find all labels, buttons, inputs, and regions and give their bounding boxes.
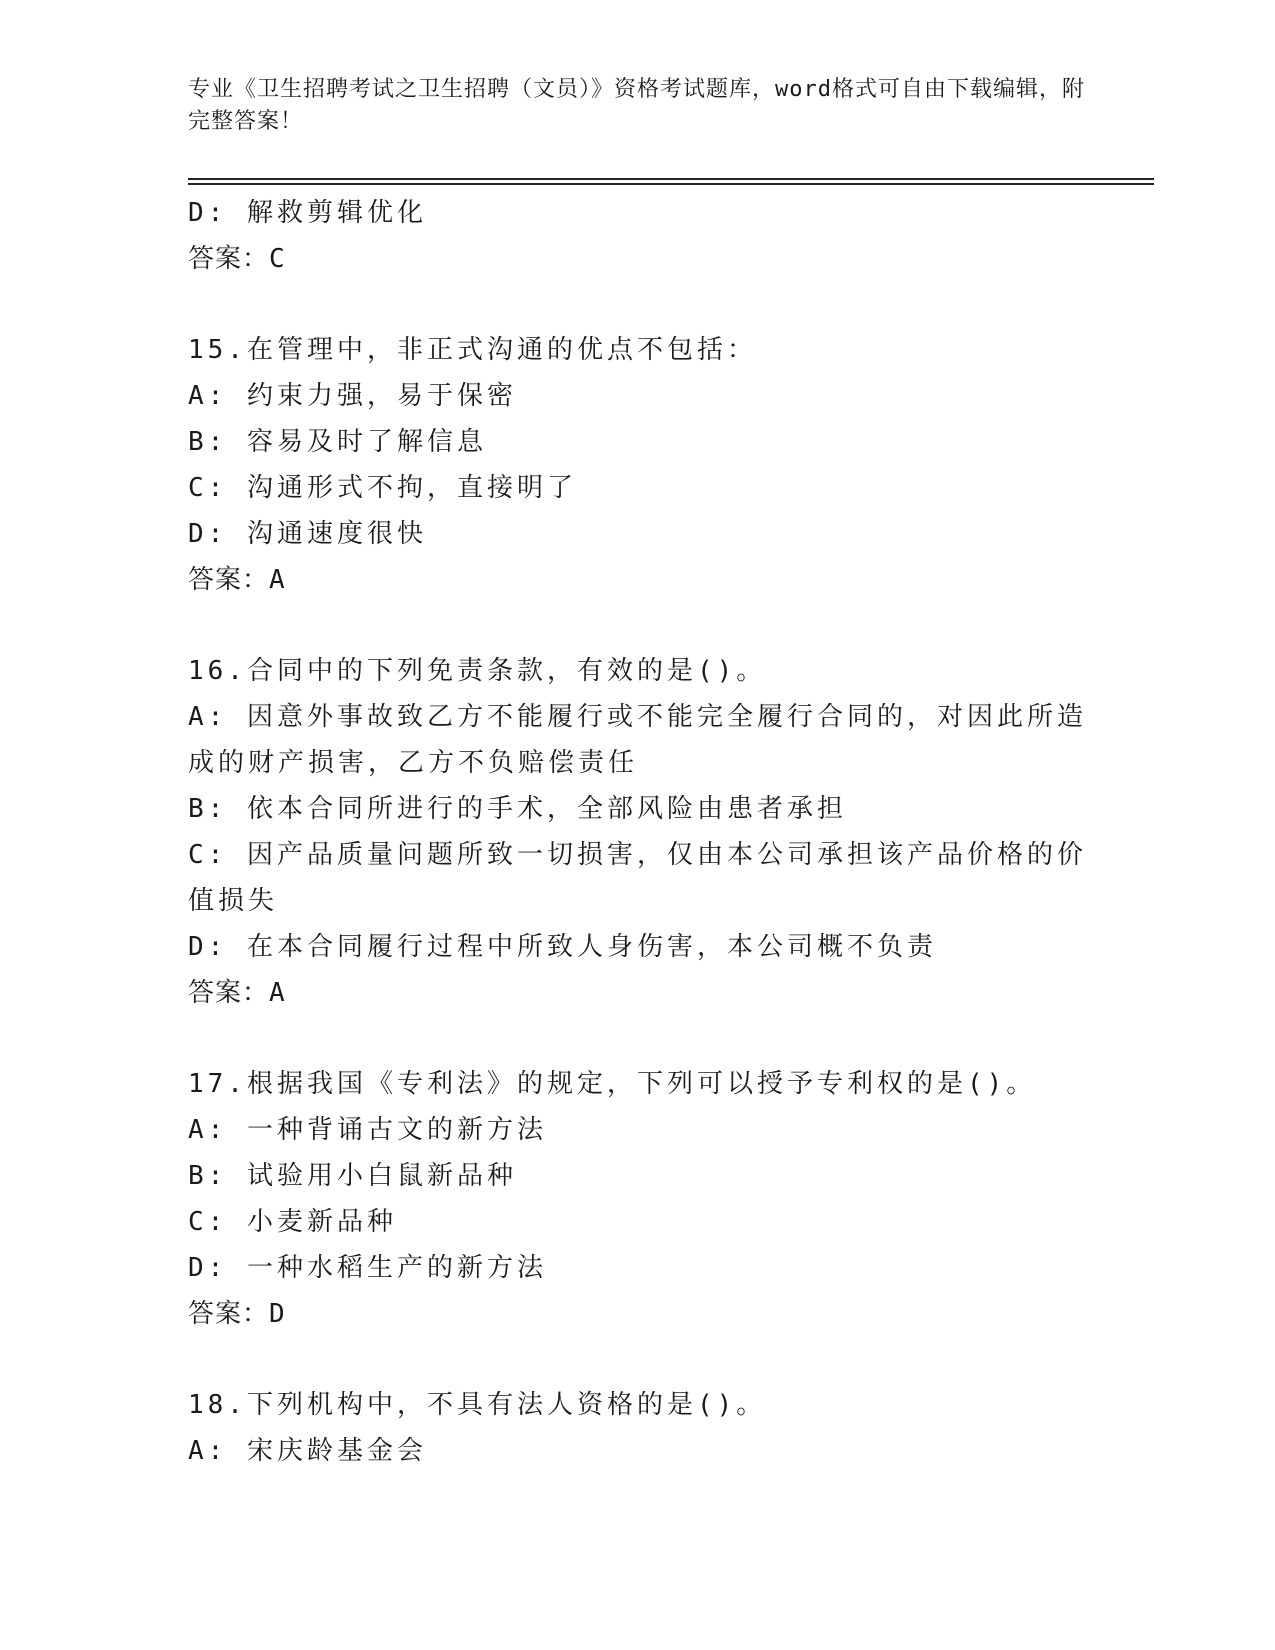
answer-line [188, 1291, 1088, 1337]
spacer [188, 603, 1088, 648]
answer-value: A [269, 978, 286, 1008]
spacer [188, 1337, 1088, 1382]
answer-label: 答案： [188, 1299, 270, 1329]
option-a: A: 一种背诵古文的新方法 [188, 1115, 547, 1145]
question-block-17 [188, 1061, 1088, 1337]
answer-value: A [269, 565, 286, 595]
spacer [188, 282, 1088, 327]
option-b: B: 容易及时了解信息 [188, 427, 487, 457]
header-divider-top [188, 178, 1154, 180]
question-block-14 [188, 190, 1088, 282]
answer-line [188, 236, 1088, 282]
answer-value: D [269, 1299, 286, 1329]
answer-value: C [269, 244, 286, 274]
option-c: C: 沟通形式不拘，直接明了 [188, 473, 577, 503]
question-stem: 15.在管理中，非正式沟通的优点不包括： [188, 335, 757, 365]
header-text: 专业《卫生招聘考试之卫生招聘（文员）》资格考试题库，word格式可自由下载编辑，附完整答案！ [188, 77, 1085, 134]
option-a: A: 约束力强，易于保密 [188, 381, 517, 411]
question-stem: 16.合同中的下列免责条款，有效的是()。 [188, 656, 767, 686]
option-b: B: 试验用小白鼠新品种 [188, 1161, 517, 1191]
spacer [188, 1016, 1088, 1061]
answer-label: 答案： [188, 978, 270, 1008]
question-block-15 [188, 327, 1088, 603]
option-b: B: 依本合同所进行的手术，全部风险由患者承担 [188, 794, 847, 824]
option-d: D: 沟通速度很快 [188, 519, 427, 549]
option-d: D: 解救剪辑优化 [188, 198, 427, 228]
option-c: C: 小麦新品种 [188, 1207, 397, 1237]
question-stem: 18.下列机构中，不具有法人资格的是()。 [188, 1390, 767, 1420]
question-list [188, 190, 1088, 1474]
option-d: D: 在本合同履行过程中所致人身伤害，本公司概不负责 [188, 932, 937, 962]
option-a: A: 宋庆龄基金会 [188, 1436, 427, 1466]
answer-line [188, 557, 1088, 603]
document-header [188, 74, 1088, 138]
option-c: C: 因产品质量问题所致一切损害，仅由本公司承担该产品价格的价值损失 [188, 840, 1087, 916]
question-block-18 [188, 1382, 1088, 1474]
question-block-16 [188, 648, 1088, 1016]
question-stem: 17.根据我国《专利法》的规定，下列可以授予专利权的是()。 [188, 1069, 1037, 1099]
header-divider-bottom [188, 183, 1154, 185]
option-d: D: 一种水稻生产的新方法 [188, 1253, 547, 1283]
answer-line [188, 970, 1088, 1016]
answer-label: 答案： [188, 244, 270, 274]
answer-label: 答案： [188, 565, 270, 595]
option-a: A: 因意外事故致乙方不能履行或不能完全履行合同的，对因此所造成的财产损害，乙方不负赔偿责任 [188, 702, 1087, 778]
